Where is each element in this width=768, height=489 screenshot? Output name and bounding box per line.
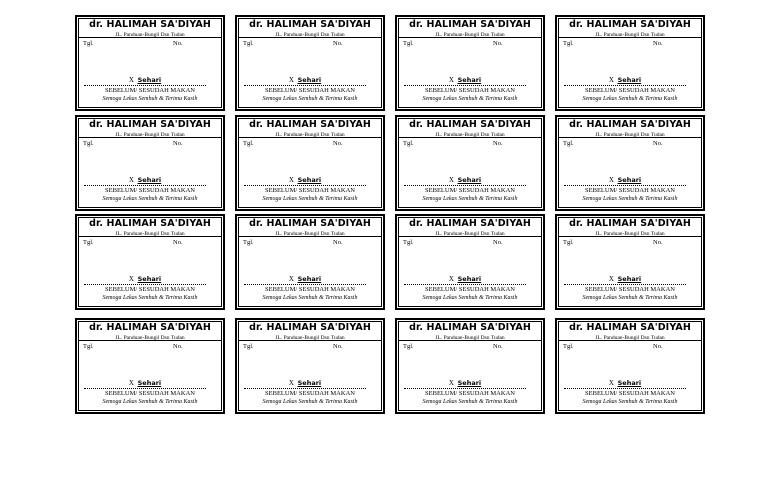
date-label: Tgl. [243, 343, 254, 350]
clinic-address: JL. Panduan-Bungil Dsn Tudan [275, 32, 345, 38]
date-label: Tgl. [563, 239, 574, 246]
clinic-address: JL. Panduan-Bungil Dsn Tudan [115, 32, 185, 38]
doctor-name: dr. HALIMAH SA'DIYAH [249, 218, 371, 229]
dosage-multiplier: X [128, 379, 134, 387]
number-label: No. [653, 140, 663, 147]
meal-timing: SEBELUM/ SESUDAH MAKAN [105, 87, 195, 94]
get-well-message: Semoga Lekas Sembuh & Terima Kasih [102, 399, 198, 405]
get-well-message: Semoga Lekas Sembuh & Terima Kasih [582, 295, 678, 301]
date-label: Tgl. [83, 239, 94, 246]
dosage-multiplier: X [448, 176, 454, 184]
get-well-message: Semoga Lekas Sembuh & Terima Kasih [582, 399, 678, 405]
clinic-address: JL. Panduan-Bungil Dsn Tudan [595, 32, 665, 38]
dosage-frequency: Sehari [297, 379, 322, 387]
prescription-label [235, 318, 385, 414]
prescription-label [555, 115, 705, 211]
dosage-multiplier: X [608, 275, 614, 283]
prescription-label [395, 15, 545, 111]
date-label: Tgl. [563, 343, 574, 350]
meal-timing: SEBELUM/ SESUDAH MAKAN [585, 286, 675, 293]
get-well-message: Semoga Lekas Sembuh & Terima Kasih [582, 96, 678, 102]
dosage-multiplier: X [128, 76, 134, 84]
clinic-address: JL. Panduan-Bungil Dsn Tudan [595, 231, 665, 237]
dosage-multiplier: X [448, 379, 454, 387]
clinic-address: JL. Panduan-Bungil Dsn Tudan [275, 231, 345, 237]
dosage-multiplier: X [288, 275, 294, 283]
header-divider [79, 137, 221, 138]
meal-timing: SEBELUM/ SESUDAH MAKAN [105, 187, 195, 194]
date-label: Tgl. [403, 140, 414, 147]
number-label: No. [493, 343, 503, 350]
clinic-address: JL. Panduan-Bungil Dsn Tudan [595, 132, 665, 138]
date-label: Tgl. [243, 140, 254, 147]
doctor-name: dr. HALIMAH SA'DIYAH [569, 218, 691, 229]
clinic-address: JL. Panduan-Bungil Dsn Tudan [435, 231, 505, 237]
dosage-line [404, 175, 526, 186]
prescription-label [75, 318, 225, 414]
get-well-message: Semoga Lekas Sembuh & Terima Kasih [422, 196, 518, 202]
dosage-frequency: Sehari [137, 275, 162, 283]
meal-timing: SEBELUM/ SESUDAH MAKAN [425, 87, 515, 94]
dosage-frequency: Sehari [137, 76, 162, 84]
number-label: No. [493, 239, 503, 246]
dosage-multiplier: X [608, 76, 614, 84]
number-label: No. [493, 40, 503, 47]
doctor-name: dr. HALIMAH SA'DIYAH [409, 322, 531, 333]
doctor-name: dr. HALIMAH SA'DIYAH [89, 19, 211, 30]
dosage-frequency: Sehari [617, 76, 642, 84]
clinic-address: JL. Panduan-Bungil Dsn Tudan [115, 335, 185, 341]
number-label: No. [173, 239, 183, 246]
dosage-line [244, 274, 366, 285]
dosage-multiplier: X [288, 76, 294, 84]
meal-timing: SEBELUM/ SESUDAH MAKAN [265, 390, 355, 397]
header-divider [239, 340, 381, 341]
dosage-line [564, 274, 686, 285]
number-label: No. [653, 239, 663, 246]
clinic-address: JL. Panduan-Bungil Dsn Tudan [435, 335, 505, 341]
header-divider [399, 137, 541, 138]
dosage-multiplier: X [608, 379, 614, 387]
get-well-message: Semoga Lekas Sembuh & Terima Kasih [262, 96, 358, 102]
doctor-name: dr. HALIMAH SA'DIYAH [89, 218, 211, 229]
meal-timing: SEBELUM/ SESUDAH MAKAN [425, 390, 515, 397]
get-well-message: Semoga Lekas Sembuh & Terima Kasih [102, 295, 198, 301]
date-label: Tgl. [563, 40, 574, 47]
dosage-frequency: Sehari [617, 176, 642, 184]
dosage-line [84, 378, 206, 389]
number-label: No. [173, 40, 183, 47]
meal-timing: SEBELUM/ SESUDAH MAKAN [425, 286, 515, 293]
date-label: Tgl. [403, 343, 414, 350]
doctor-name: dr. HALIMAH SA'DIYAH [569, 19, 691, 30]
dosage-frequency: Sehari [137, 176, 162, 184]
dosage-frequency: Sehari [297, 76, 322, 84]
number-label: No. [173, 343, 183, 350]
dosage-multiplier: X [128, 176, 134, 184]
doctor-name: dr. HALIMAH SA'DIYAH [249, 19, 371, 30]
number-label: No. [333, 343, 343, 350]
prescription-label [395, 115, 545, 211]
meal-timing: SEBELUM/ SESUDAH MAKAN [585, 390, 675, 397]
number-label: No. [653, 40, 663, 47]
doctor-name: dr. HALIMAH SA'DIYAH [89, 119, 211, 130]
get-well-message: Semoga Lekas Sembuh & Terima Kasih [102, 196, 198, 202]
dosage-multiplier: X [128, 275, 134, 283]
get-well-message: Semoga Lekas Sembuh & Terima Kasih [422, 295, 518, 301]
clinic-address: JL. Panduan-Bungil Dsn Tudan [275, 335, 345, 341]
dosage-line [244, 75, 366, 86]
dosage-line [404, 274, 526, 285]
dosage-frequency: Sehari [297, 275, 322, 283]
header-divider [399, 340, 541, 341]
header-divider [559, 340, 701, 341]
header-divider [559, 137, 701, 138]
doctor-name: dr. HALIMAH SA'DIYAH [409, 119, 531, 130]
prescription-label [555, 214, 705, 310]
meal-timing: SEBELUM/ SESUDAH MAKAN [105, 286, 195, 293]
dosage-line [564, 175, 686, 186]
number-label: No. [493, 140, 503, 147]
dosage-multiplier: X [448, 275, 454, 283]
date-label: Tgl. [243, 239, 254, 246]
prescription-label [395, 318, 545, 414]
number-label: No. [173, 140, 183, 147]
dosage-line [404, 75, 526, 86]
get-well-message: Semoga Lekas Sembuh & Terima Kasih [262, 295, 358, 301]
date-label: Tgl. [83, 40, 94, 47]
date-label: Tgl. [403, 239, 414, 246]
meal-timing: SEBELUM/ SESUDAH MAKAN [265, 87, 355, 94]
dosage-line [84, 175, 206, 186]
doctor-name: dr. HALIMAH SA'DIYAH [409, 218, 531, 229]
number-label: No. [653, 343, 663, 350]
get-well-message: Semoga Lekas Sembuh & Terima Kasih [422, 399, 518, 405]
header-divider [239, 236, 381, 237]
dosage-frequency: Sehari [617, 275, 642, 283]
dosage-line [84, 274, 206, 285]
number-label: No. [333, 40, 343, 47]
dosage-line [564, 75, 686, 86]
header-divider [79, 340, 221, 341]
doctor-name: dr. HALIMAH SA'DIYAH [569, 322, 691, 333]
doctor-name: dr. HALIMAH SA'DIYAH [249, 119, 371, 130]
dosage-multiplier: X [288, 379, 294, 387]
dosage-multiplier: X [448, 76, 454, 84]
dosage-frequency: Sehari [137, 379, 162, 387]
meal-timing: SEBELUM/ SESUDAH MAKAN [265, 187, 355, 194]
date-label: Tgl. [83, 343, 94, 350]
number-label: No. [333, 239, 343, 246]
clinic-address: JL. Panduan-Bungil Dsn Tudan [595, 335, 665, 341]
get-well-message: Semoga Lekas Sembuh & Terima Kasih [262, 399, 358, 405]
header-divider [79, 236, 221, 237]
header-divider [399, 37, 541, 38]
get-well-message: Semoga Lekas Sembuh & Terima Kasih [102, 96, 198, 102]
clinic-address: JL. Panduan-Bungil Dsn Tudan [115, 231, 185, 237]
date-label: Tgl. [563, 140, 574, 147]
get-well-message: Semoga Lekas Sembuh & Terima Kasih [422, 96, 518, 102]
prescription-label [555, 318, 705, 414]
date-label: Tgl. [403, 40, 414, 47]
prescription-label [235, 15, 385, 111]
dosage-frequency: Sehari [617, 379, 642, 387]
dosage-frequency: Sehari [457, 379, 482, 387]
dosage-multiplier: X [288, 176, 294, 184]
meal-timing: SEBELUM/ SESUDAH MAKAN [265, 286, 355, 293]
clinic-address: JL. Panduan-Bungil Dsn Tudan [275, 132, 345, 138]
dosage-frequency: Sehari [457, 176, 482, 184]
header-divider [79, 37, 221, 38]
dosage-frequency: Sehari [457, 275, 482, 283]
prescription-label [235, 214, 385, 310]
dosage-multiplier: X [608, 176, 614, 184]
prescription-label [395, 214, 545, 310]
doctor-name: dr. HALIMAH SA'DIYAH [569, 119, 691, 130]
doctor-name: dr. HALIMAH SA'DIYAH [89, 322, 211, 333]
clinic-address: JL. Panduan-Bungil Dsn Tudan [115, 132, 185, 138]
header-divider [239, 137, 381, 138]
clinic-address: JL. Panduan-Bungil Dsn Tudan [435, 132, 505, 138]
dosage-line [244, 378, 366, 389]
dosage-frequency: Sehari [297, 176, 322, 184]
dosage-line [404, 378, 526, 389]
dosage-line [244, 175, 366, 186]
clinic-address: JL. Panduan-Bungil Dsn Tudan [435, 32, 505, 38]
dosage-line [564, 378, 686, 389]
get-well-message: Semoga Lekas Sembuh & Terima Kasih [262, 196, 358, 202]
meal-timing: SEBELUM/ SESUDAH MAKAN [105, 390, 195, 397]
doctor-name: dr. HALIMAH SA'DIYAH [249, 322, 371, 333]
prescription-label [235, 115, 385, 211]
prescription-label [75, 214, 225, 310]
prescription-label [75, 15, 225, 111]
meal-timing: SEBELUM/ SESUDAH MAKAN [585, 87, 675, 94]
meal-timing: SEBELUM/ SESUDAH MAKAN [425, 187, 515, 194]
header-divider [239, 37, 381, 38]
doctor-name: dr. HALIMAH SA'DIYAH [409, 19, 531, 30]
number-label: No. [333, 140, 343, 147]
get-well-message: Semoga Lekas Sembuh & Terima Kasih [582, 196, 678, 202]
header-divider [559, 236, 701, 237]
header-divider [559, 37, 701, 38]
prescription-label [75, 115, 225, 211]
date-label: Tgl. [243, 40, 254, 47]
prescription-label [555, 15, 705, 111]
date-label: Tgl. [83, 140, 94, 147]
dosage-line [84, 75, 206, 86]
meal-timing: SEBELUM/ SESUDAH MAKAN [585, 187, 675, 194]
dosage-frequency: Sehari [457, 76, 482, 84]
header-divider [399, 236, 541, 237]
